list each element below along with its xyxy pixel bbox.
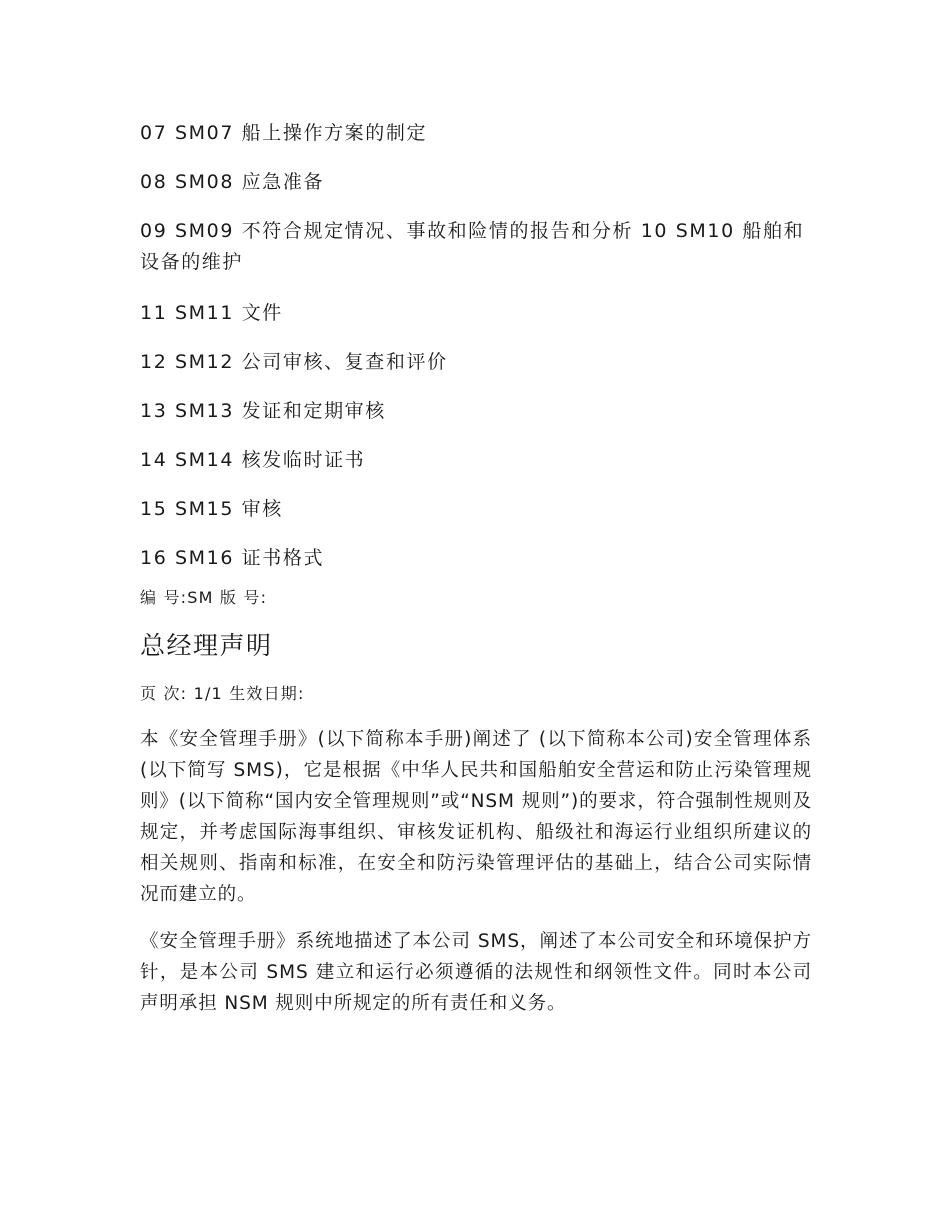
toc-entry-14: 14 SM14 核发临时证书 [140,449,366,471]
doc-page-date: 页 次: 1/1 生效日期: [140,684,305,703]
section-title: 总经理声明 [140,631,273,660]
toc-entry-07: 07 SM07 船上操作方案的制定 [140,122,428,144]
body-paragraph-2: 《安全管理手册》系统地描述了本公司 SMS，阐述了本公司安全和环境保护方针，是本公司 SMS 建立和运行必须遵循的法规性和纲领性文件。同时本公司声明承担 NSM 规则中所规定的所有责任和义务。 [140,931,812,1014]
toc-entry-12: 12 SM12 公司审核、复查和评价 [140,351,448,373]
toc-entry-09-10: 09 SM09 不符合规定情况、事故和险情的报告和分析 10 SM10 船舶和设备的维护 [140,220,805,273]
toc-entry-11: 11 SM11 文件 [140,302,283,324]
toc-entry-15: 15 SM15 审核 [140,498,283,520]
toc-entry-16: 16 SM16 证书格式 [140,547,325,569]
toc-entry-13: 13 SM13 发证和定期审核 [140,400,386,422]
table-of-contents [140,118,812,574]
document-page [140,118,812,1035]
doc-code-version: 编 号:SM 版 号: [140,588,268,607]
body-paragraph-1: 本《安全管理手册》(以下简称本手册)阐述了 (以下简称本公司)安全管理体系(以下简写 SMS)，它是根据《中华人民共和国船舶安全营运和防止污染管理规则》(以下简称“国内安全管理规则”或“NSM 规则”)的要求，符合强制性规则及规定，并考虑国际海事组织、审核发证机构、船级社和海运行业组织所建议的相关规则、指南和标准，在安全和防污染管理评估的基础上，结合公司实际情况而建立的。 [140,729,812,905]
toc-entry-08: 08 SM08 应急准备 [140,171,325,193]
